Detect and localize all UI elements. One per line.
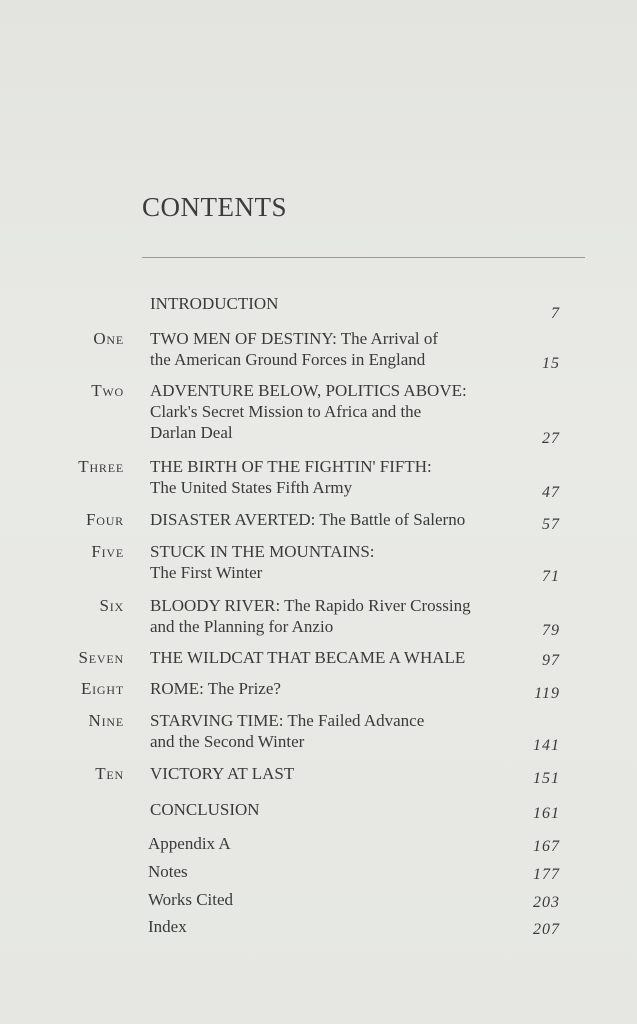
toc-page-number: 177	[533, 866, 560, 883]
toc-title	[150, 380, 467, 443]
toc-title-line: Index	[148, 917, 187, 936]
toc-page-number: 57	[542, 516, 560, 533]
chapter-number: Five	[91, 542, 124, 561]
chapter-number: Four	[86, 510, 124, 529]
toc-page-number: 151	[533, 770, 560, 787]
toc-title-line: and the Planning for Anzio	[150, 617, 334, 636]
toc-title	[150, 328, 438, 370]
toc-title-line: The First Winter	[150, 563, 263, 582]
toc-title	[150, 763, 294, 784]
chapter-number: Two	[91, 381, 124, 400]
toc-title-line: DISASTER AVERTED: The Battle of Salerno	[150, 510, 466, 529]
toc-page-number: 15	[542, 355, 560, 372]
chapter-number: Three	[78, 457, 124, 476]
toc-page-number: 207	[533, 921, 560, 938]
toc-title-line: Works Cited	[148, 890, 234, 909]
toc-title	[148, 861, 188, 882]
toc-title-line: and the Second Winter	[150, 732, 305, 751]
toc-title	[150, 678, 281, 699]
toc-page-number: 119	[534, 685, 560, 702]
chapter-number: Six	[99, 596, 124, 615]
toc-title-line: INTRODUCTION	[150, 294, 279, 313]
toc-title	[150, 595, 471, 637]
chapter-number: Seven	[78, 648, 124, 667]
toc-title-line: ADVENTURE BELOW, POLITICS ABOVE:	[150, 381, 467, 400]
toc-title	[150, 293, 278, 314]
toc-title-line: THE WILDCAT THAT BECAME A WHALE	[150, 648, 466, 667]
toc-title-line: STARVING TIME: The Failed Advance	[150, 711, 425, 730]
toc-title	[150, 509, 465, 530]
toc-title-line: ROME: The Prize?	[150, 679, 281, 698]
toc-title	[148, 916, 187, 937]
toc-page-number: 47	[542, 484, 560, 501]
toc-title-line: STUCK IN THE MOUNTAINS:	[150, 542, 375, 561]
chapter-number: Nine	[88, 711, 124, 730]
chapter-number: One	[93, 329, 124, 348]
toc-page-number: 7	[551, 305, 560, 322]
toc-title-line: the American Ground Forces in England	[150, 350, 426, 369]
toc-title-line: THE BIRTH OF THE FIGHTIN' FIFTH:	[150, 457, 432, 476]
toc-title-line: Clark's Secret Mission to Africa and the	[150, 402, 422, 421]
toc-page-number: 79	[542, 622, 560, 639]
toc-title	[150, 710, 424, 752]
toc-page-number: 203	[533, 894, 560, 911]
toc-title-line: BLOODY RIVER: The Rapido River Crossing	[150, 596, 471, 615]
toc-title-line: CONCLUSION	[150, 800, 260, 819]
toc-title-line: Notes	[148, 862, 188, 881]
page-title: CONTENTS	[142, 192, 287, 222]
toc-title-line: VICTORY AT LAST	[150, 764, 295, 783]
toc-title	[150, 647, 465, 668]
toc-title-line: Darlan Deal	[150, 423, 233, 442]
toc-title	[150, 456, 432, 498]
toc-title	[148, 833, 231, 854]
toc-title	[150, 541, 375, 583]
toc-title-line: Appendix A	[148, 834, 231, 853]
toc-title-line: TWO MEN OF DESTINY: The Arrival of	[150, 329, 439, 348]
toc-page-number: 97	[542, 652, 560, 669]
chapter-number: Ten	[95, 764, 124, 783]
toc-page-number: 27	[542, 430, 560, 447]
toc-page-number: 167	[533, 838, 560, 855]
toc-title	[150, 799, 260, 820]
toc-page-number: 161	[533, 805, 560, 822]
toc-page-number: 71	[542, 568, 560, 585]
toc-title-line: The United States Fifth Army	[150, 478, 353, 497]
toc-title	[148, 889, 233, 910]
chapter-number: Eight	[80, 679, 124, 698]
toc-page-number: 141	[533, 737, 560, 754]
heading-rule	[142, 257, 585, 258]
